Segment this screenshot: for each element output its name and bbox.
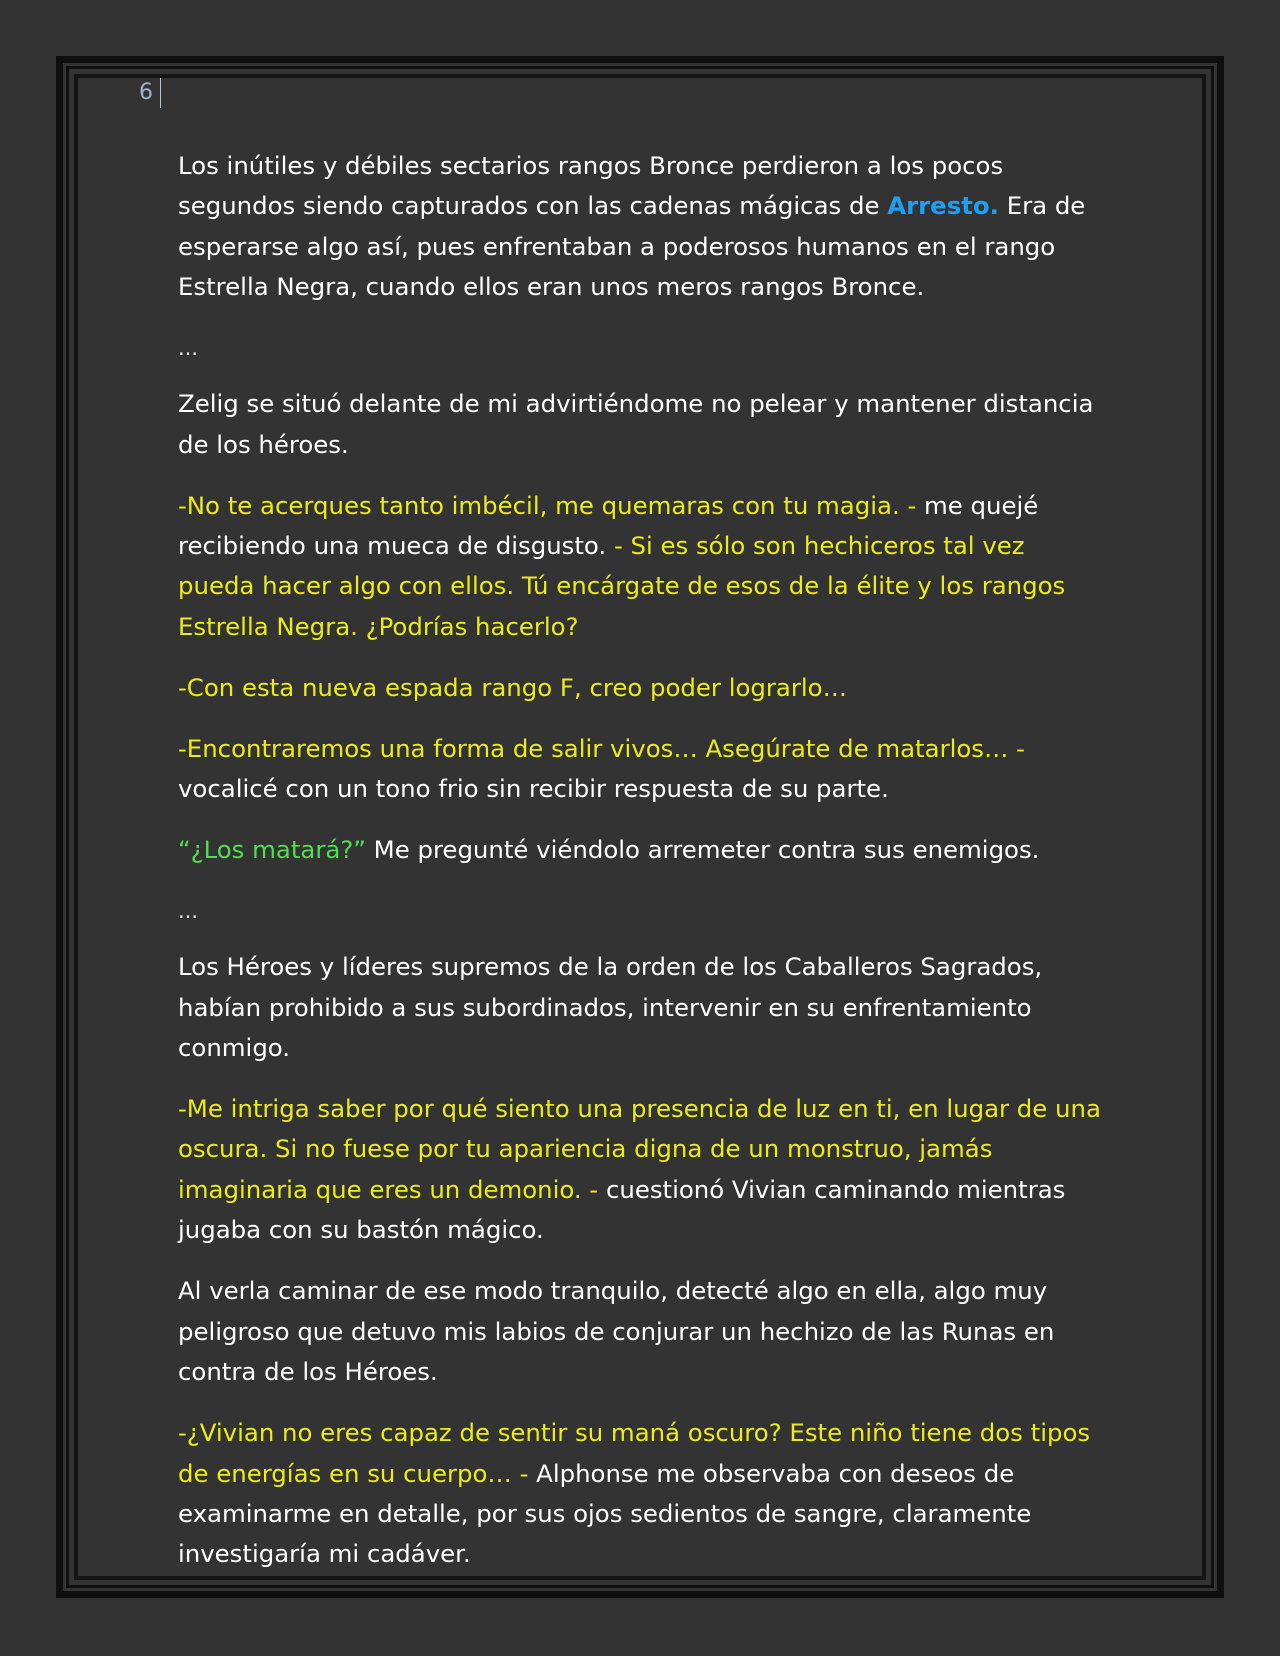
dialogue-text: -¿Vivian no eres capaz de sentir su maná oscuro? Este niño tiene dos tipos de energías en su cuerpo… - — [178, 1418, 1091, 1488]
narration-text: vocalicé con un tono frio sin recibir respuesta de su parte. — [178, 774, 889, 804]
dialogue-text: -Encontraremos una forma de salir vivos… Asegúrate de matarlos… - — [178, 733, 1025, 763]
narration-text: me quejé recibiendo una mueca de disgusto. — [178, 490, 1039, 561]
paragraph-9: Al verla caminar de ese modo tranquilo, detecté algo en ella, algo muy peligroso que detuvo mis labios de conjurar un hechizo de las Runas en contra de los Héroes. — [178, 1276, 1055, 1387]
dialogue-text: -No te acerques tanto imbécil, me quemaras con tu magia. - — [178, 490, 917, 520]
dialogue-text: - Si es sólo son hechiceros tal vez pueda hacer algo con ellos. Tú encárgate de esos de la élite y los rangos Estrella Negra. ¿Podrías hacerlo? — [178, 531, 1066, 641]
narration-text: cuestionó Vivian caminando mientras jugaba con su bastón mágico. — [178, 1174, 1066, 1245]
scene-break: … — [178, 899, 198, 924]
paragraph-7: Los Héroes y líderes supremos de la orden de los Caballeros Sagrados, habían prohibido a sus subordinados, intervenir en su enfrentamiento conmigo. — [178, 952, 1043, 1063]
dialogue-text: -Me intriga saber por qué siento una presencia de luz en ti, en lugar de una oscura. Si no fuese por tu apariencia digna de un monstruo, jamás imaginaria que eres un demonio. - — [178, 1094, 1101, 1204]
narration-text: Alphonse me observaba con deseos de examinarme en detalle, por sus ojos sedientos de sangre, claramente investigaría mi cadáver. — [178, 1458, 1032, 1569]
paragraph-10 — [178, 1413, 1108, 1575]
narration-text: Me pregunté viéndolo arremeter contra sus enemigos. — [365, 835, 1040, 865]
paragraph-6 — [178, 830, 1108, 870]
narration-text: Era de esperarse algo así, pues enfrentaban a poderosos humanos en el rango Estrella Negra, cuando ellos eran unos meros rangos Bronce. — [178, 191, 1086, 302]
paragraph-8 — [178, 1089, 1108, 1251]
page-number: 6 — [139, 78, 161, 108]
scene-break: … — [178, 336, 198, 361]
paragraph-4: -Con esta nueva espada rango F, creo poder lograrlo… — [178, 672, 847, 702]
spell-name: Arresto. — [887, 191, 999, 221]
narration-text: Los inútiles y débiles sectarios rangos Bronce perdieron a los pocos segundos siendo capturados con las cadenas mágicas de — [178, 151, 1004, 221]
paragraph-5 — [178, 729, 1108, 810]
story-text — [178, 146, 1108, 1595]
paragraph-3 — [178, 486, 1108, 648]
paragraph-2: Zelig se situó delante de mi advirtiéndome no pelear y mantener distancia de los héroes. — [178, 389, 1094, 459]
paragraph-1 — [178, 146, 1108, 308]
thought-text: “¿Los matará?” — [178, 835, 366, 865]
